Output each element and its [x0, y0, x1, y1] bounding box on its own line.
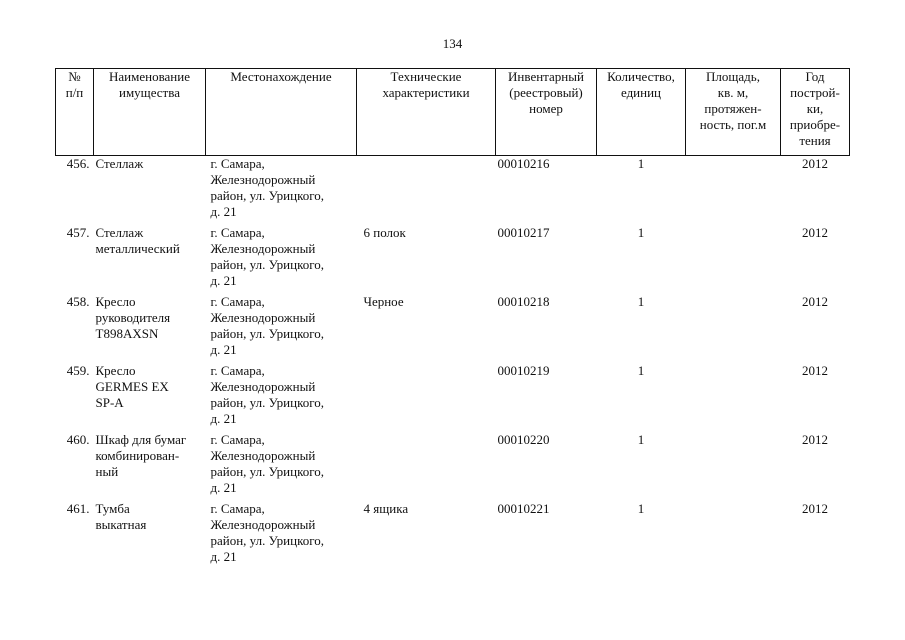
- cell-location: [206, 501, 357, 570]
- cell-line: Технические: [390, 69, 462, 84]
- cell-area: [686, 501, 781, 570]
- cell-area: [686, 294, 781, 363]
- cell-inventory: 00010219: [497, 363, 550, 378]
- page-number: 134: [442, 36, 463, 51]
- cell-line: построй-: [790, 85, 840, 100]
- cell-name: [94, 156, 206, 226]
- cell-year: 2012: [802, 225, 828, 240]
- cell-line: район, ул. Урицкого,: [210, 533, 324, 548]
- table-row: [56, 501, 850, 570]
- header-location: [206, 69, 357, 156]
- cell-line: характеристики: [382, 85, 470, 100]
- table-row: [56, 294, 850, 363]
- cell-line: г. Самара,: [210, 156, 265, 171]
- cell-line: район, ул. Урицкого,: [210, 326, 324, 341]
- cell-line: Инвентарный: [508, 69, 584, 84]
- cell-area: [686, 432, 781, 501]
- table-row: [56, 363, 850, 432]
- cell-line: руководителя: [95, 310, 171, 325]
- cell-line: SP-A: [95, 395, 124, 410]
- cell-name: [94, 294, 206, 363]
- cell-quantity: 1: [637, 156, 645, 171]
- cell-line: д. 21: [210, 342, 237, 357]
- cell-name: [94, 225, 206, 294]
- cell-line: тения: [799, 133, 831, 148]
- cell-line: Железнодорожный: [210, 448, 316, 463]
- table-header-row: [56, 69, 850, 156]
- cell-line: район, ул. Урицкого,: [210, 395, 324, 410]
- cell-year: 2012: [802, 432, 828, 447]
- cell-line: г. Самара,: [210, 501, 265, 516]
- cell-line: район, ул. Урицкого,: [210, 464, 324, 479]
- cell-inventory: 00010220: [497, 432, 550, 447]
- cell-year: 2012: [802, 294, 828, 309]
- cell-name: [94, 363, 206, 432]
- cell-quantity: 1: [637, 294, 645, 309]
- cell-line: Тумба: [95, 501, 130, 516]
- cell-num: 460.: [66, 432, 90, 447]
- cell-line: д. 21: [210, 204, 237, 219]
- cell-tech: [357, 225, 496, 294]
- cell-line: металлический: [95, 241, 180, 256]
- cell-line: г. Самара,: [210, 225, 265, 240]
- table-row: [56, 156, 850, 226]
- table-body: [56, 156, 850, 571]
- cell-line: Наименование: [109, 69, 190, 84]
- cell-line: г. Самара,: [210, 294, 265, 309]
- cell-quantity: 1: [637, 432, 645, 447]
- cell-year: 2012: [802, 156, 828, 171]
- cell-line: имущества: [119, 85, 180, 100]
- cell-tech: [357, 294, 496, 363]
- cell-area: [686, 156, 781, 226]
- cell-line: район, ул. Урицкого,: [210, 257, 324, 272]
- cell-line: выкатная: [95, 517, 147, 532]
- cell-tech: [357, 432, 496, 501]
- cell-name: [94, 432, 206, 501]
- cell-line: Кресло: [95, 294, 136, 309]
- cell-line: Кресло: [95, 363, 136, 378]
- cell-line: г. Самара,: [210, 432, 265, 447]
- cell-year: 2012: [802, 501, 828, 516]
- cell-line: 4 ящика: [363, 501, 409, 516]
- cell-line: Местонахождение: [230, 69, 332, 84]
- cell-line: Шкаф для бумаг: [95, 432, 187, 447]
- cell-inventory: 00010218: [497, 294, 550, 309]
- cell-num: 457.: [66, 225, 90, 240]
- header-area: [686, 69, 781, 156]
- cell-line: Железнодорожный: [210, 517, 316, 532]
- cell-area: [686, 363, 781, 432]
- cell-line: г. Самара,: [210, 363, 265, 378]
- cell-num: 458.: [66, 294, 90, 309]
- cell-year: 2012: [802, 363, 828, 378]
- cell-line: №: [68, 69, 81, 84]
- cell-line: ность, пог.м: [699, 117, 767, 132]
- cell-line: д. 21: [210, 480, 237, 495]
- cell-line: район, ул. Урицкого,: [210, 188, 324, 203]
- cell-name: [94, 501, 206, 570]
- header-num: [56, 69, 94, 156]
- cell-quantity: 1: [637, 501, 645, 516]
- cell-line: кв. м,: [717, 85, 749, 100]
- property-table: [55, 68, 850, 570]
- cell-area: [686, 225, 781, 294]
- cell-line: Количество,: [607, 69, 675, 84]
- cell-line: 6 полок: [363, 225, 406, 240]
- cell-tech: [357, 363, 496, 432]
- cell-location: [206, 294, 357, 363]
- cell-line: комбинирован-: [95, 448, 180, 463]
- cell-line: (реестровый): [509, 85, 583, 100]
- cell-line: Железнодорожный: [210, 241, 316, 256]
- cell-inventory: 00010221: [497, 501, 550, 516]
- cell-line: Площадь,: [706, 69, 760, 84]
- table-row: [56, 225, 850, 294]
- cell-line: Черное: [363, 294, 404, 309]
- cell-line: GERMES EX: [95, 379, 169, 394]
- cell-line: протяжен-: [704, 101, 762, 116]
- header-inventory: [496, 69, 597, 156]
- cell-inventory: 00010216: [497, 156, 550, 171]
- cell-line: Железнодорожный: [210, 172, 316, 187]
- cell-quantity: 1: [637, 363, 645, 378]
- cell-num: 456.: [66, 156, 90, 171]
- cell-line: Год: [805, 69, 825, 84]
- cell-location: [206, 156, 357, 226]
- cell-num: 461.: [66, 501, 90, 516]
- cell-location: [206, 363, 357, 432]
- cell-inventory: 00010217: [497, 225, 550, 240]
- cell-quantity: 1: [637, 225, 645, 240]
- cell-line: единиц: [620, 85, 662, 100]
- table-row: [56, 432, 850, 501]
- header-quantity: [597, 69, 686, 156]
- header-year: [781, 69, 850, 156]
- cell-line: приобре-: [789, 117, 841, 132]
- cell-line: Стеллаж: [95, 225, 144, 240]
- cell-line: д. 21: [210, 411, 237, 426]
- header-name: [94, 69, 206, 156]
- cell-tech: [357, 501, 496, 570]
- cell-tech: [357, 156, 496, 226]
- cell-line: ный: [95, 464, 119, 479]
- cell-location: [206, 432, 357, 501]
- cell-num: 459.: [66, 363, 90, 378]
- cell-line: Стеллаж: [95, 156, 144, 171]
- cell-line: номер: [529, 101, 563, 116]
- cell-line: ки,: [806, 101, 824, 116]
- cell-line: п/п: [65, 85, 84, 100]
- cell-line: T898AXSN: [95, 326, 159, 341]
- header-tech: [357, 69, 496, 156]
- cell-line: Железнодорожный: [210, 310, 316, 325]
- cell-location: [206, 225, 357, 294]
- cell-line: д. 21: [210, 273, 237, 288]
- cell-line: д. 21: [210, 549, 237, 564]
- cell-line: Железнодорожный: [210, 379, 316, 394]
